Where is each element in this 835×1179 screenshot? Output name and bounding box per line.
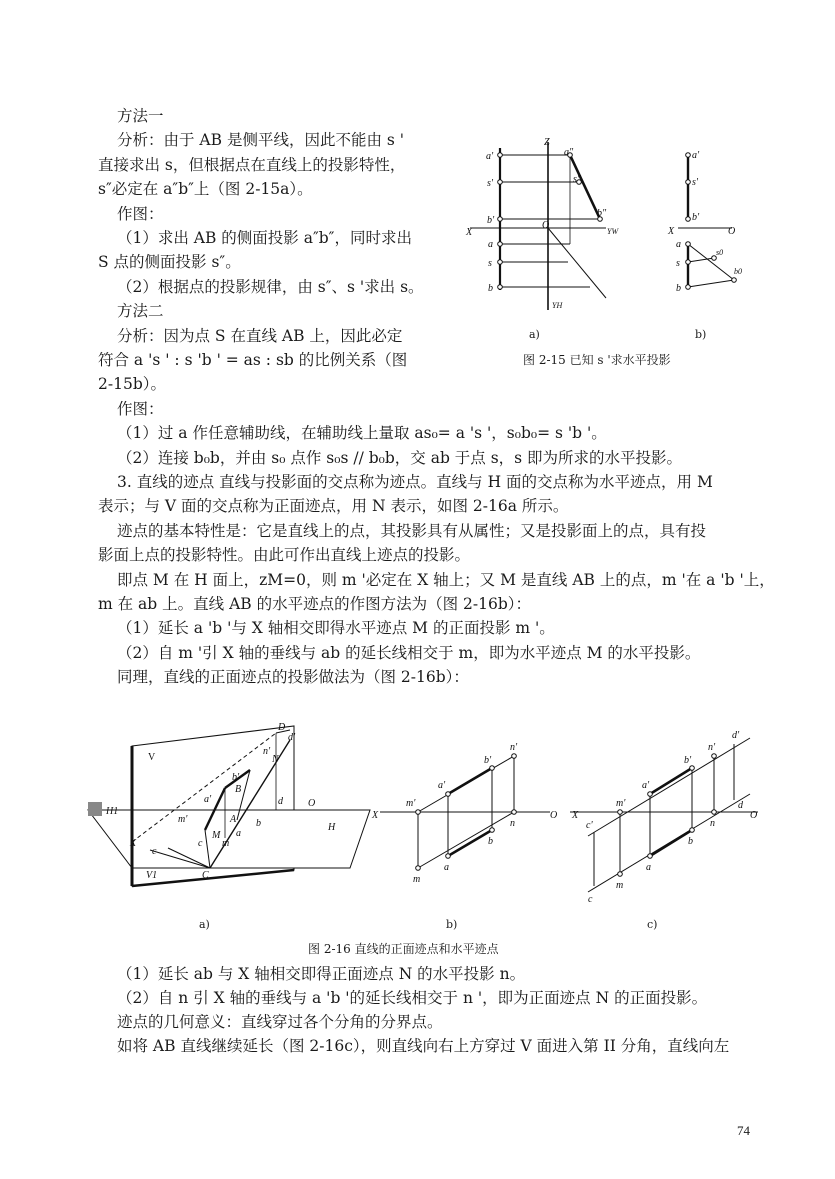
label-16a-d: d: [278, 796, 283, 807]
label-16c-m: m: [616, 880, 624, 891]
label-16c-X: X: [572, 810, 579, 821]
text-line: （1）延长 ab 与 X 轴相交即得正面迹点 N 的水平投影 n。: [117, 965, 526, 983]
label-16c-n: n: [710, 818, 715, 829]
label-s0: s0: [716, 248, 724, 257]
label-16b-n: n: [510, 818, 515, 829]
label-D: D: [278, 722, 286, 733]
text-line: 方法二: [117, 302, 164, 321]
text-line: 3. 直线的迹点 直线与投影面的交点称为迹点。直线与 H 面的交点称为水平迹点，用 M: [117, 473, 713, 491]
label-s: s: [488, 258, 492, 269]
label-b-X: X: [668, 226, 675, 237]
label-16a-c1: c: [152, 846, 157, 857]
label-16a-A: A: [230, 814, 237, 825]
figure-2-15: [460, 130, 760, 330]
label-16c-n1: n': [708, 742, 716, 753]
label-O: O: [542, 220, 550, 231]
text-line: （2）根据点的投影规律，由 s″、s '求出 s。: [117, 277, 424, 296]
label-16b-a: a: [444, 862, 449, 873]
page-number: 74: [737, 1123, 750, 1138]
label-16b-X: X: [372, 810, 379, 821]
text-line: 即点 M 在 H 面上，zM=0，则 m '必定在 X 轴上；又 M 是直线 AB 上的点，m '在 a 'b '上，: [117, 570, 775, 589]
label-16c-b: b: [688, 836, 693, 847]
label-16a-n1: n': [263, 746, 271, 757]
label-16a-a: a: [236, 828, 241, 839]
label-b1: b': [487, 215, 495, 226]
fig16-sub-c: c): [647, 918, 658, 931]
label-a: a: [488, 239, 493, 250]
label-B: B: [235, 784, 242, 795]
label-16a-a1: a': [204, 794, 212, 805]
label-16c-d: d: [738, 800, 743, 811]
label-b-s1: s': [692, 177, 699, 188]
fig16-caption: 图 2-16 直线的正面迹点和水平迹点: [308, 942, 499, 956]
fig16-sub-a: a): [199, 918, 210, 931]
label-b0: b0: [734, 267, 742, 276]
fig15-sub-b: b): [695, 328, 707, 341]
label-X: X: [466, 227, 473, 238]
figure-2-16: [80, 718, 770, 918]
label-16a-m1: m': [178, 814, 188, 825]
label-16b-m1: m': [406, 798, 416, 809]
label-M: M: [212, 830, 221, 841]
label-16a-b: b: [256, 818, 261, 829]
label-b-b1: b': [692, 212, 700, 223]
text-line: 如将 AB 直线继续延长（图 2-16c），则直线向右上方穿过 V 面进入第 II 分角，直线向左: [117, 1037, 730, 1055]
label-16c-O: O: [750, 810, 758, 821]
label-b: b: [488, 283, 493, 294]
text-line: 同理，直线的正面迹点的投影做法为（图 2-16b）：: [117, 668, 469, 687]
label-b2: b": [597, 208, 607, 219]
text-line: 迹点的几何意义：直线穿过各个分角的分界点。: [117, 1013, 443, 1031]
text-line: 2-15b）。: [98, 375, 166, 394]
label-V1: V1: [146, 870, 158, 881]
label-16b-m: m: [413, 874, 421, 885]
text-line: 作图：: [117, 204, 164, 223]
text-line: 作图：: [117, 399, 164, 418]
label-16a-b1: b': [232, 772, 240, 783]
label-YW: YW: [607, 227, 619, 236]
label-16a-X: X: [130, 838, 137, 849]
text-line: 影面上点的投影特性。由此可作出直线上迹点的投影。: [98, 546, 471, 565]
label-V: V: [148, 752, 156, 763]
label-b-s: s: [676, 258, 680, 269]
label-b-b: b: [676, 283, 681, 294]
text-line: s″必定在 a″b″上（图 2-15a）。: [98, 180, 313, 199]
label-16c-m1: m': [616, 798, 626, 809]
label-a1: a': [486, 151, 494, 162]
fig16-sub-b: b): [446, 918, 458, 931]
text-line: 分析：由于 AB 是侧平线，因此不能由 s ': [117, 131, 405, 150]
label-16a-O: O: [308, 798, 316, 809]
text-line: （2）自 m '引 X 轴的垂线与 ab 的延长线相交于 m，即为水平迹点 M 的水平投影。: [117, 643, 701, 662]
text-line: m 在 ab 上。直线 AB 的水平迹点的作图方法为（图 2-16b）：: [98, 595, 532, 613]
fig15-caption: 图 2-15 已知 s '求水平投影: [523, 353, 671, 367]
label-16b-a1: a': [438, 780, 446, 791]
label-H: H: [328, 822, 336, 833]
label-16c-a: a: [646, 862, 651, 873]
label-16b-b1: b': [484, 755, 492, 766]
label-16b-n1: n': [510, 742, 518, 753]
text-line: （1）求出 AB 的侧面投影 a″b″，同时求出: [117, 229, 412, 247]
text-line: 符合 a 's ' : s 'b ' = as : sb 的比例关系（图: [98, 351, 408, 369]
label-C: C: [202, 870, 209, 881]
label-N: N: [272, 754, 279, 765]
label-a2: a": [564, 147, 574, 158]
label-YH: YH: [552, 301, 563, 310]
label-H1: H1: [106, 806, 119, 817]
label-s2: s": [573, 174, 582, 185]
text-line: 方法一: [117, 107, 164, 125]
label-s1: s': [487, 178, 494, 189]
label-16c-c1: c': [586, 820, 593, 831]
text-line: （1）延长 a 'b '与 X 轴相交即得水平迹点 M 的正面投影 m '。: [117, 619, 555, 638]
text-line: 分析：因为点 S 在直线 AB 上，因此必定: [117, 326, 403, 345]
label-b-O: O: [728, 226, 736, 237]
text-line: （2）自 n 引 X 轴的垂线与 a 'b '的延长线相交于 n '，即为正面迹点 N 的正面投影。: [117, 989, 708, 1007]
label-16a-m: m: [222, 838, 230, 849]
label-16a-c: c: [198, 838, 203, 849]
label-16c-d1: d': [732, 730, 740, 741]
label-16b-b: b: [488, 836, 493, 847]
text-line: 表示；与 V 面的交点称为正面迹点，用 N 表示，如图 2-16a 所示。: [98, 497, 569, 516]
text-line: S 点的侧面投影 s″。: [98, 253, 241, 272]
text-line: 直接求出 s，但根据点在直线上的投影特性，: [98, 155, 406, 174]
label-b-a: a: [676, 239, 681, 250]
label-16c-b1: b': [684, 755, 692, 766]
text-line: （2）连接 b₀b，并由 s₀ 点作 s₀s // b₀b，交 ab 于点 s，s 即为所求的水平投影。: [117, 448, 683, 467]
label-16c-a1: a': [642, 780, 650, 791]
fig15-sub-a: a): [529, 328, 540, 341]
label-16a-d1: d': [288, 732, 296, 743]
label-b-a1: a': [692, 150, 700, 161]
label-16b-O: O: [550, 810, 558, 821]
text-line: （1）过 a 作任意辅助线，在辅助线上量取 as₀= a 's '，s₀b₀= s 'b '。: [117, 424, 607, 443]
label-16c-c: c: [588, 894, 593, 905]
text-line: 迹点的基本特性是：它是直线上的点，其投影具有从属性；又是投影面上的点，具有投: [117, 521, 707, 540]
label-Z: Z: [544, 137, 550, 148]
